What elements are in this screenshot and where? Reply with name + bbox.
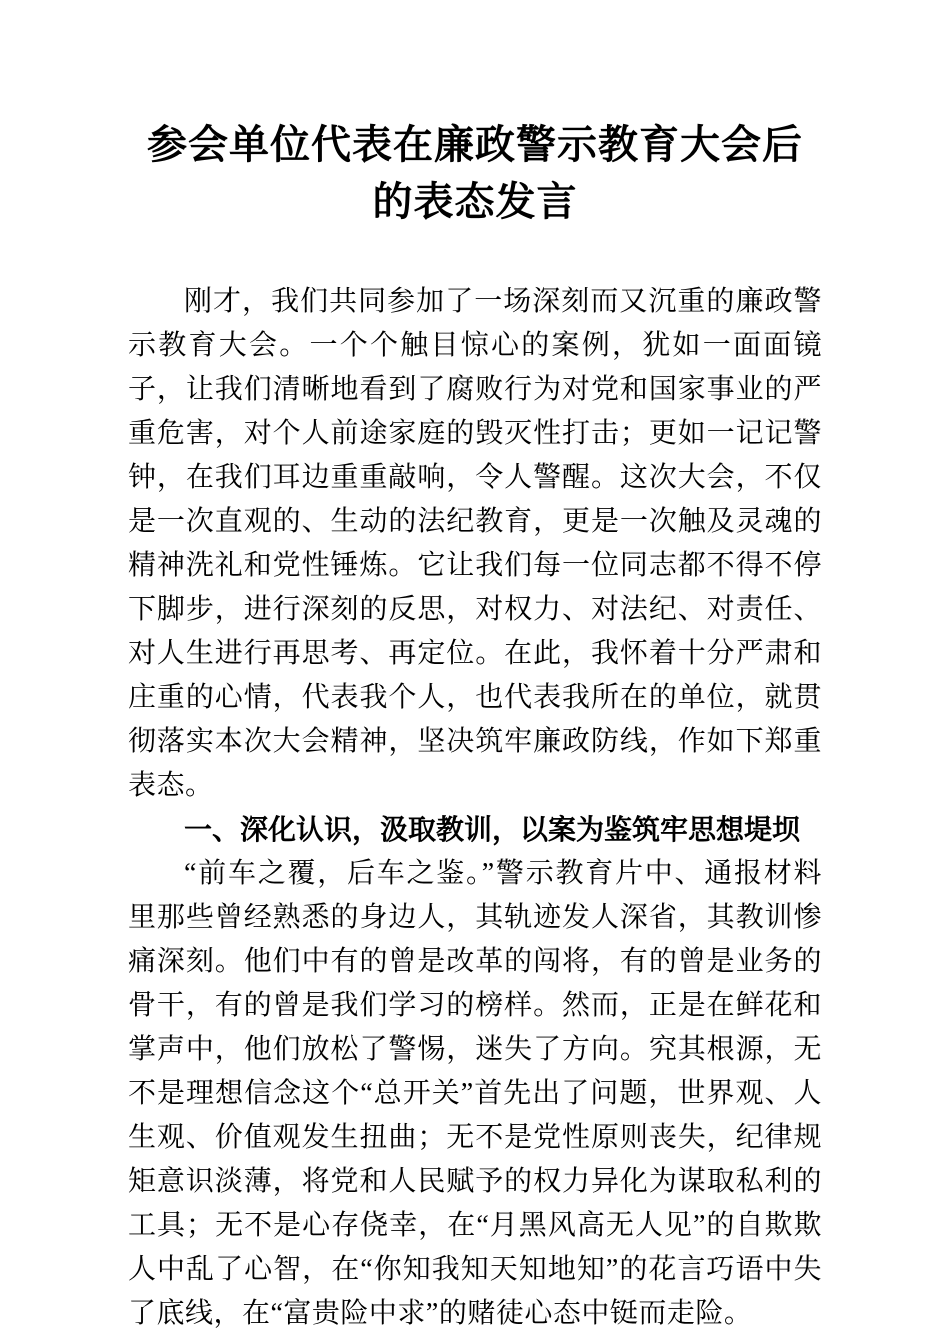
body-paragraph: 刚才，我们共同参加了一场深刻而又沉重的廉政警示教育大会。一个个触目惊心的案例，犹如一面面镜子，让我们清晰地看到了腐败行为对党和国家事业的严重危害，对个人前途家庭的毁灭性打击；更如一记记警钟，在我们耳边重重敲响，令人警醒。这次大会，不仅是一次直观的、生动的法纪教育，更是一次触及灵魂的精神洗礼和党性锤炼。它让我们每一位同志都不得不停下脚步，进行深刻的反思，对权力、对法纪、对责任、对人生进行再思考、再定位。在此，我怀着十分严肃和庄重的心情，代表我个人，也代表我所在的单位，就贯彻落实本次大会精神，坚决筑牢廉政防线，作如下郑重表态。 bbox=[128, 286, 822, 801]
document-title: 参会单位代表在廉政警示教育大会后的表态发言 bbox=[147, 122, 803, 224]
body-paragraph: “前车之覆，后车之鉴。”警示教育片中、通报材料里那些曾经熟悉的身边人，其轨迹发人深省，其教训惨痛深刻。他们中有的曾是改革的闯将，有的曾是业务的骨干，有的曾是我们学习的榜样。然而，正是在鲜花和掌声中，他们放松了警惕，迷失了方向。究其根源，无不是理想信念这个“总开关”首先出了问题，世界观、人生观、价值观发生扭曲；无不是党性原则丧失，纪律规矩意识淡薄，将党和人民赋予的权力异化为谋取私利的工具；无不是心存侥幸，在“月黑风高无人见”的自欺欺人中乱了心智，在“你知我知天知地知”的花言巧语中失了底线，在“富贵险中求”的赌徒心态中铤而走险。 bbox=[128, 858, 822, 1329]
document-body bbox=[128, 280, 822, 1336]
section-heading: 一、深化认识，汲取教训，以案为鉴筑牢思想堤坝 bbox=[184, 814, 801, 845]
